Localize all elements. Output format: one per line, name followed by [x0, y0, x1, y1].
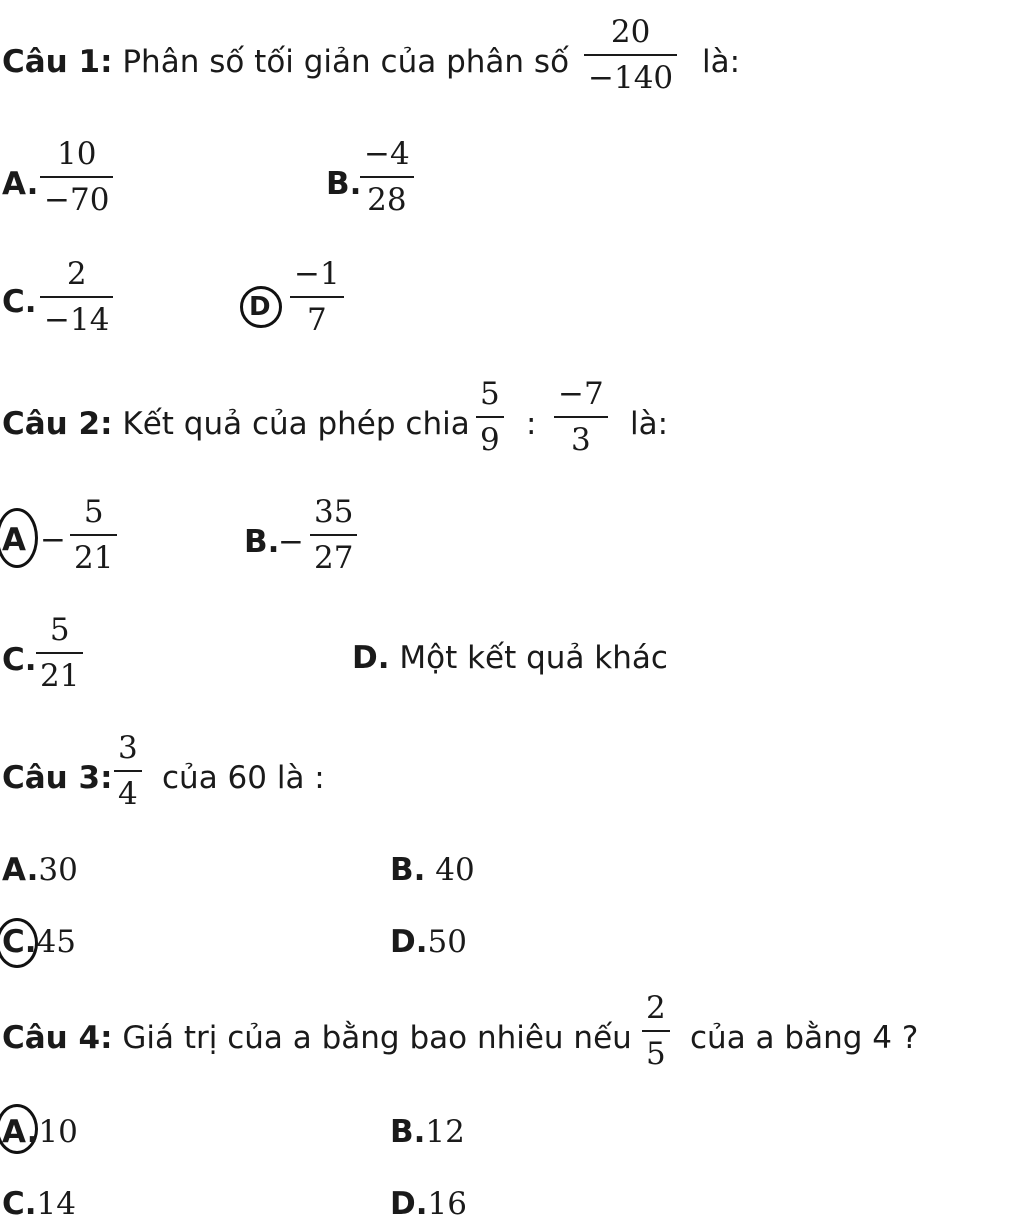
- q3-option-a-key: A.: [2, 852, 39, 888]
- question-2-fraction-1: [476, 376, 504, 458]
- q4-option-b[interactable]: [390, 1112, 465, 1152]
- fraction-denominator: 3: [570, 422, 591, 458]
- question-2-fraction-2: [554, 376, 608, 458]
- question-4-text: Giá trị của a bằng bao nhiêu nếu: [122, 1020, 632, 1056]
- q3-option-d-key: D.: [390, 924, 428, 960]
- question-4-suffix: của a bằng 4 ?: [690, 1020, 919, 1056]
- fraction-denominator: 4: [118, 776, 138, 812]
- q3-option-d-value: 50: [427, 924, 467, 960]
- fraction-denominator: 9: [480, 422, 500, 458]
- q2-option-b-sign: −: [278, 524, 304, 560]
- q2-option-b-key[interactable]: B.: [244, 524, 280, 560]
- fraction-numerator: 35: [314, 494, 354, 530]
- fraction-denominator: 27: [314, 540, 354, 576]
- fraction-denominator: 7: [306, 302, 327, 338]
- fraction-numerator: 2: [646, 990, 666, 1026]
- division-operator: :: [526, 406, 537, 442]
- fraction-numerator: 5: [83, 494, 104, 530]
- fraction-numerator: 20: [610, 14, 651, 50]
- q2-option-a-sign: −: [40, 522, 66, 558]
- q4-option-c-value: 14: [36, 1186, 76, 1222]
- q4-option-d-key: D.: [390, 1186, 428, 1222]
- question-3-label: Câu 3:: [2, 760, 113, 796]
- fraction-numerator: −7: [558, 376, 604, 412]
- q2-option-c-fraction[interactable]: [36, 612, 83, 694]
- fraction-denominator: 21: [74, 540, 114, 576]
- q3-option-a[interactable]: [2, 850, 78, 890]
- question-1-stem: [2, 42, 569, 82]
- question-2-label: Câu 2:: [2, 406, 113, 442]
- q1-option-d-fraction[interactable]: [290, 256, 344, 338]
- fraction-numerator: 10: [56, 136, 97, 172]
- q1-option-c-fraction[interactable]: [40, 256, 113, 338]
- q1-option-c-key[interactable]: C.: [2, 284, 37, 320]
- q1-option-a-key[interactable]: A.: [2, 166, 39, 202]
- q4-option-c[interactable]: [2, 1184, 76, 1224]
- q3-option-b-key: B.: [390, 852, 426, 888]
- q2-option-a-fraction[interactable]: [70, 494, 117, 576]
- question-1-fraction: [584, 14, 677, 96]
- fraction-numerator: 3: [118, 730, 138, 766]
- fraction-numerator: −1: [294, 256, 340, 292]
- question-1-text: Phân số tối giản của phân số: [122, 44, 570, 80]
- q3-option-b[interactable]: [390, 850, 475, 890]
- question-4-stem: [2, 1018, 632, 1058]
- q4-option-b-key: B.: [390, 1114, 426, 1150]
- q3-option-a-value: 30: [38, 852, 78, 888]
- q3-option-c-key: C.: [2, 924, 37, 960]
- question-4-fraction: [642, 990, 670, 1072]
- fraction-denominator: −70: [44, 182, 110, 218]
- fraction-denominator: −14: [44, 302, 110, 338]
- q4-option-a[interactable]: [2, 1112, 78, 1152]
- fraction-numerator: 5: [480, 376, 500, 412]
- q1-option-b-fraction[interactable]: [360, 136, 414, 218]
- q3-option-b-value: 40: [435, 852, 475, 888]
- fraction-denominator: 21: [40, 658, 80, 694]
- q4-option-a-value: 10: [38, 1114, 78, 1150]
- fraction-denominator: −140: [588, 60, 674, 96]
- fraction-numerator: −4: [364, 136, 410, 172]
- question-3-suffix: của 60 là :: [162, 760, 325, 796]
- q2-option-b-fraction[interactable]: [310, 494, 357, 576]
- q2-option-d-text: Một kết quả khác: [399, 640, 668, 676]
- q2-option-a-key[interactable]: A: [2, 522, 26, 558]
- q1-option-b-key[interactable]: B.: [326, 166, 362, 202]
- question-3-fraction: [114, 730, 142, 812]
- q4-option-d[interactable]: [390, 1184, 467, 1224]
- q4-option-b-value: 12: [425, 1114, 465, 1150]
- question-2-stem: [2, 404, 470, 444]
- question-2-suffix: là:: [630, 406, 669, 442]
- q4-option-c-key: C.: [2, 1186, 37, 1222]
- question-1-suffix: là:: [702, 44, 741, 80]
- q1-option-d-key[interactable]: D: [249, 292, 271, 322]
- q2-option-c-key[interactable]: C.: [2, 642, 37, 678]
- fraction-numerator: 5: [49, 612, 70, 648]
- q3-option-d[interactable]: [390, 922, 467, 962]
- q4-option-a-key: A.: [2, 1114, 39, 1150]
- q3-option-c[interactable]: [2, 922, 76, 962]
- fraction-denominator: 5: [646, 1036, 666, 1072]
- question-1-label: Câu 1:: [2, 44, 113, 80]
- q3-option-c-value: 45: [36, 924, 76, 960]
- question-4-label: Câu 4:: [2, 1020, 113, 1056]
- fraction-denominator: 28: [367, 182, 407, 218]
- q1-option-a-fraction[interactable]: [40, 136, 113, 218]
- q2-option-d-key: D.: [352, 640, 390, 676]
- question-2-text: Kết quả của phép chia: [122, 406, 470, 442]
- q2-option-d[interactable]: [352, 638, 668, 678]
- fraction-numerator: 2: [66, 256, 87, 292]
- q4-option-d-value: 16: [427, 1186, 467, 1222]
